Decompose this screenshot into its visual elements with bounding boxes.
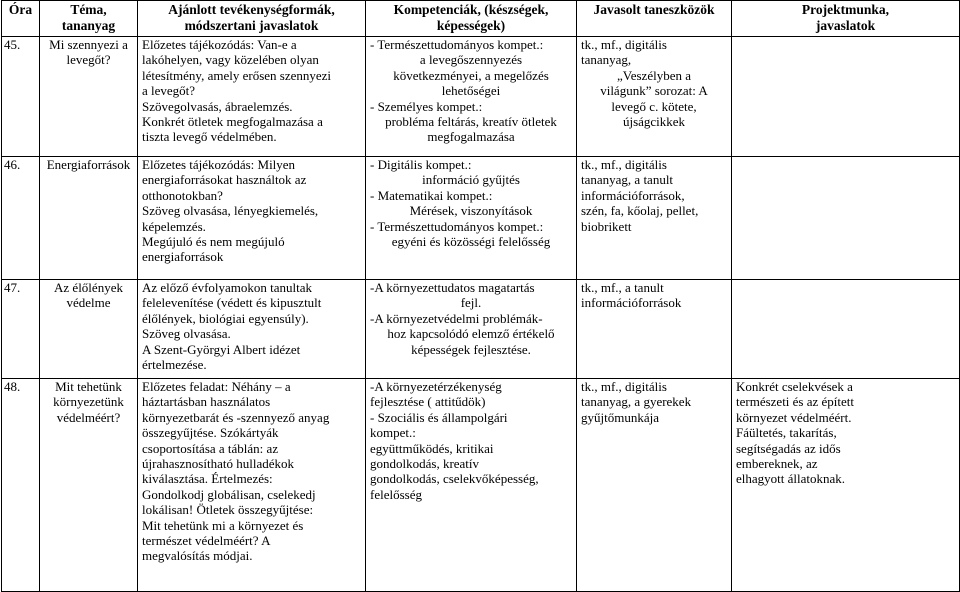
cell-line: -A környezetérzékenység (370, 379, 502, 394)
cell-line: szén, fa, kőolaj, pellet, (581, 203, 699, 219)
header-projektmunka: Projektmunka, javaslatok (732, 1, 960, 37)
lesson-number: 45. (2, 37, 40, 157)
cell-line: Szöveg olvasása. (142, 326, 231, 342)
cell-line: Az előző évfolyamokon tanultak (142, 280, 313, 295)
cell-line: lehetőségei (441, 83, 501, 99)
cell-line: tananyag, a gyerekek (581, 394, 692, 410)
header-ora: Óra (2, 1, 40, 37)
cell-line: környezet védelméért. (736, 409, 852, 425)
header-row (2, 1, 960, 37)
cell-line: tk., mf., a tanult (581, 280, 664, 295)
header-kompetenciak: Kompetenciák, (készségek, képességek) (366, 1, 577, 37)
cell-line: a levegőt? (142, 83, 196, 99)
cell-line: újrahasznosítható hulladékok (142, 456, 294, 472)
lesson-number: 48. (2, 379, 40, 592)
cell-line: újságcikkek (622, 114, 686, 130)
cell-line: Gondolkodj globálisan, cselekedj (142, 486, 316, 502)
cell-line: Megújuló és nem megújuló (142, 234, 285, 250)
cell-line: tk., mf., digitális (581, 157, 667, 172)
cell-line: környezetünk (53, 394, 124, 410)
cell-line: értelmezése. (142, 357, 207, 373)
cell-line: gondolkodás, kreatív (370, 456, 480, 472)
cell-line: információ gyűjtés (422, 172, 520, 188)
cell-line: Konkrét cselekvések a (736, 379, 853, 394)
cell-line: kompet.: (370, 425, 416, 441)
curriculum-table (1, 0, 960, 592)
cell-line: Előzetes tájékozódás: Van-e a (142, 37, 297, 52)
cell-line: védelméért? (56, 409, 121, 425)
cell-line: gondolkodás, cselekvőképesség, (370, 471, 539, 487)
cell-line: tk., mf., digitális (581, 379, 667, 394)
cell-line: csoportosítása a táblán: az (142, 440, 279, 456)
cell-line: felelevenítése (védett és kipusztult (142, 295, 322, 311)
cell-line: a levegőszennyezés (419, 52, 523, 68)
header-taneszkozok: Javasolt taneszközök (577, 1, 732, 37)
cell-line: egyéni és közösségi felelősség (391, 234, 551, 250)
cell-line: fejlesztése ( attitűdök) (370, 394, 486, 410)
cell-line: együttműködés, kritikai (370, 440, 494, 456)
cell-line: fejl. (460, 295, 482, 311)
cell-line: tiszta levegő védelmében. (142, 129, 277, 145)
cell-line: természeti és az épített (736, 394, 855, 410)
cell-line: segítségadás az idős (736, 440, 841, 456)
cell-line: - Szociális és állampolgári (370, 409, 508, 425)
competencies-cell (366, 280, 577, 379)
cell-line: „Veszélyben a (617, 67, 691, 83)
cell-line: természet védelméért? A (142, 533, 271, 549)
cell-line: megfogalmazása (427, 129, 515, 145)
competencies-cell (366, 157, 577, 280)
cell-line: levegőt? (66, 52, 111, 68)
cell-line: képelemzés. (142, 218, 206, 234)
cell-line: tananyag, a tanult (581, 172, 674, 188)
competencies-cell (366, 37, 577, 157)
cell-line: Mit tehetünk (55, 379, 122, 394)
cell-line: hoz kapcsolódó elemző értékelő (387, 326, 555, 342)
activities-cell (138, 157, 366, 280)
cell-line: - Digitális kompet.: (370, 157, 472, 172)
cell-line: energiaforrások (142, 249, 224, 265)
topic-cell (40, 280, 138, 379)
cell-line: következményei, a megelőzés (393, 67, 549, 83)
cell-line: - Személyes kompet.: (370, 98, 483, 114)
topic-cell (40, 37, 138, 157)
cell-line: lakóhelyen, vagy közelében olyan (142, 52, 319, 68)
cell-line: -A környezetvédelmi problémák- (370, 310, 543, 326)
cell-line: Előzetes feladat: Néhány – a (142, 379, 291, 394)
cell-line: biobrikett (581, 218, 632, 234)
competencies-cell (366, 379, 577, 592)
project-cell (732, 379, 960, 592)
cell-line: levegő c. kötete, (611, 98, 697, 114)
tools-cell (577, 280, 732, 379)
cell-line: probléma feltárás, kreatív ötletek (385, 114, 557, 130)
cell-line: A Szent-Györgyi Albert idézet (142, 341, 301, 357)
tools-cell (577, 379, 732, 592)
cell-line: megvalósítás módjai. (142, 548, 253, 564)
activities-cell (138, 37, 366, 157)
activities-cell (138, 280, 366, 379)
cell-line: felelősség (370, 486, 422, 502)
project-cell (732, 280, 960, 379)
table-row (2, 37, 960, 157)
cell-line: összegyűjtése. Szókártyák (142, 425, 279, 441)
topic-cell (40, 157, 138, 280)
cell-line: Fáültetés, takarítás, (736, 425, 837, 441)
cell-line: lokálisan! Ötletek összegyűjtése: (142, 502, 314, 518)
cell-line: energiaforrásokat használtok az (142, 172, 307, 188)
cell-line: tk., mf., digitális (581, 37, 667, 52)
cell-line: háztartásban használatos (142, 394, 271, 410)
cell-line: Mit tehetünk mi a környezet és (142, 517, 304, 533)
cell-line: Energiaforrások (46, 157, 131, 172)
lesson-number: 47. (2, 280, 40, 379)
cell-line: otthonotokban? (142, 187, 223, 203)
cell-line: világunk” sorozat: A (600, 83, 708, 99)
cell-line: információforrások, (581, 187, 685, 203)
project-cell (732, 37, 960, 157)
tools-cell (577, 37, 732, 157)
cell-line: embereknek, az (736, 456, 818, 472)
cell-line: Szöveg olvasása, lényegkiemelés, (142, 203, 319, 219)
cell-line: - Természettudományos kompet.: (370, 218, 544, 234)
topic-cell (40, 379, 138, 592)
cell-line: Szövegolvasás, ábraelemzés. (142, 98, 293, 114)
cell-line: gyűjtőmunkája (581, 409, 659, 425)
table-row (2, 157, 960, 280)
cell-line: képességek fejlesztése. (411, 341, 531, 357)
project-cell (732, 157, 960, 280)
cell-line: környezetbarát és -szennyező anyag (142, 409, 330, 425)
table-row (2, 379, 960, 592)
cell-line: - Matematikai kompet.: (370, 187, 493, 203)
cell-line: - Természettudományos kompet.: (370, 37, 544, 52)
cell-line: Mérések, viszonyítások (409, 203, 533, 219)
header-tevekenyseg: Ajánlott tevékenységformák, módszertani javaslatok (138, 1, 366, 37)
cell-line: elhagyott állatoknak. (736, 471, 846, 487)
cell-line: létesítmény, amely erősen szennyezi (142, 67, 332, 83)
cell-line: védelme (66, 295, 111, 311)
cell-line: információforrások (581, 295, 682, 311)
header-tema: Téma, tananyag (40, 1, 138, 37)
cell-line: tananyag, (581, 52, 632, 68)
table-row (2, 280, 960, 379)
tools-cell (577, 157, 732, 280)
cell-line: -A környezettudatos magatartás (370, 280, 535, 295)
cell-line: Előzetes tájékozódás: Milyen (142, 157, 296, 172)
lesson-number: 46. (2, 157, 40, 280)
cell-line: élőlények, biológiai egyensúly). (142, 310, 309, 326)
cell-line: Konkrét ötletek megfogalmazása a (142, 114, 323, 130)
cell-line: Mi szennyezi a (49, 37, 128, 52)
activities-cell (138, 379, 366, 592)
cell-line: kiválasztása. Értelmezés: (142, 471, 273, 487)
cell-line: Az élőlények (54, 280, 123, 295)
